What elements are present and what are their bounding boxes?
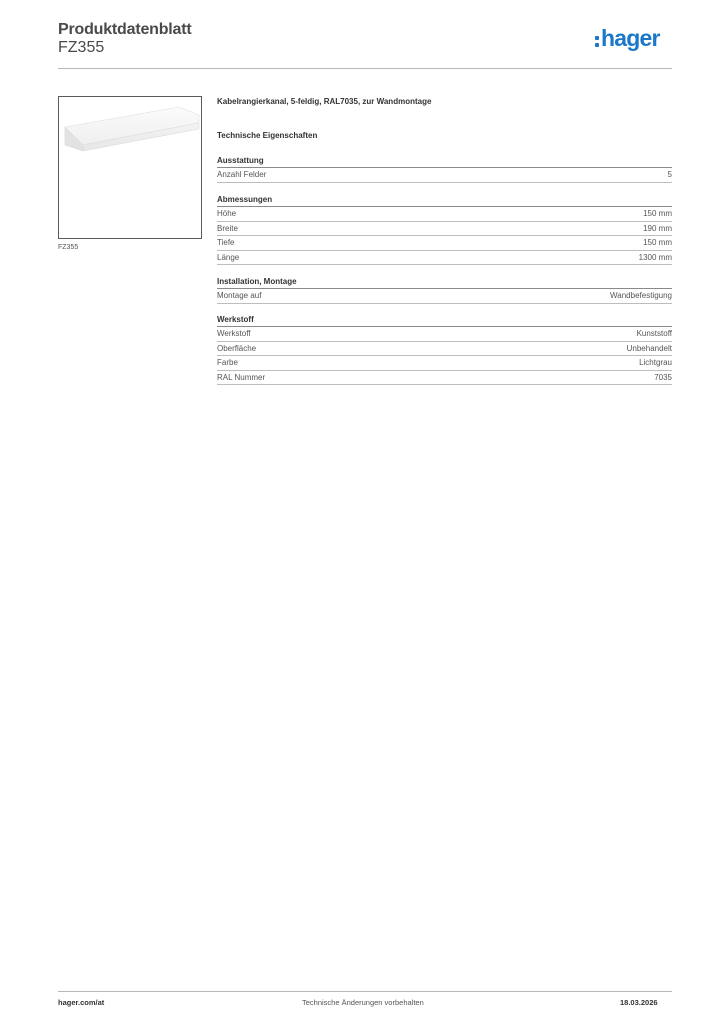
property-row	[217, 236, 672, 251]
section-heading: Installation, Montage	[217, 277, 672, 289]
property-value: 7035	[654, 372, 672, 382]
property-value: 150 mm	[643, 209, 672, 218]
logo-dots-icon	[595, 35, 600, 49]
property-row	[217, 168, 672, 183]
property-value: Unbehandelt	[626, 343, 672, 353]
property-value: 150 mm	[643, 238, 672, 247]
section-heading: Abmessungen	[217, 195, 672, 207]
property-row	[217, 356, 672, 371]
property-label: Farbe	[217, 358, 238, 367]
property-label: RAL Nummer	[217, 372, 266, 382]
image-caption: FZ355	[58, 244, 79, 251]
property-row	[217, 342, 672, 357]
property-label: Tiefe	[217, 238, 235, 247]
product-image	[58, 96, 202, 239]
property-label: Oberfläche	[217, 343, 257, 353]
property-row	[217, 327, 672, 342]
footer-notice: Technische Änderungen vorbehalten	[302, 998, 424, 1007]
property-label: Anzahl Felder	[217, 170, 267, 179]
product-number: FZ355	[58, 39, 105, 56]
product-description: Kabelrangierkanal, 5-feldig, RAL7035, zur Wandmontage	[217, 97, 432, 106]
property-value: Kunststoff	[636, 329, 672, 338]
property-label: Breite	[217, 223, 238, 233]
cable-duct-picture	[59, 97, 201, 238]
section-heading: Ausstattung	[217, 156, 672, 168]
footer-date: 18.03.2026	[620, 998, 658, 1007]
property-value: Wandbefestigung	[610, 291, 672, 300]
property-row	[217, 371, 672, 386]
section-heading: Werkstoff	[217, 315, 672, 327]
property-label: Länge	[217, 252, 240, 262]
property-value: 190 mm	[643, 223, 672, 233]
property-value: 1300 mm	[638, 252, 672, 262]
header-divider	[58, 68, 672, 69]
property-label: Höhe	[217, 209, 237, 218]
property-row	[217, 207, 672, 222]
property-value: Lichtgrau	[639, 358, 672, 367]
page-title: Produktdatenblatt	[58, 21, 192, 38]
footer-website-link[interactable]: hager.com/at	[58, 998, 105, 1007]
property-value: 5	[667, 170, 672, 179]
property-row	[217, 222, 672, 237]
property-label: Werkstoff	[217, 329, 251, 338]
footer-divider	[58, 991, 672, 992]
properties-heading: Technische Eigenschaften	[217, 131, 318, 140]
property-label: Montage auf	[217, 291, 262, 300]
property-row	[217, 289, 672, 304]
logo-wordmark: hager	[601, 25, 660, 51]
property-row	[217, 251, 672, 266]
